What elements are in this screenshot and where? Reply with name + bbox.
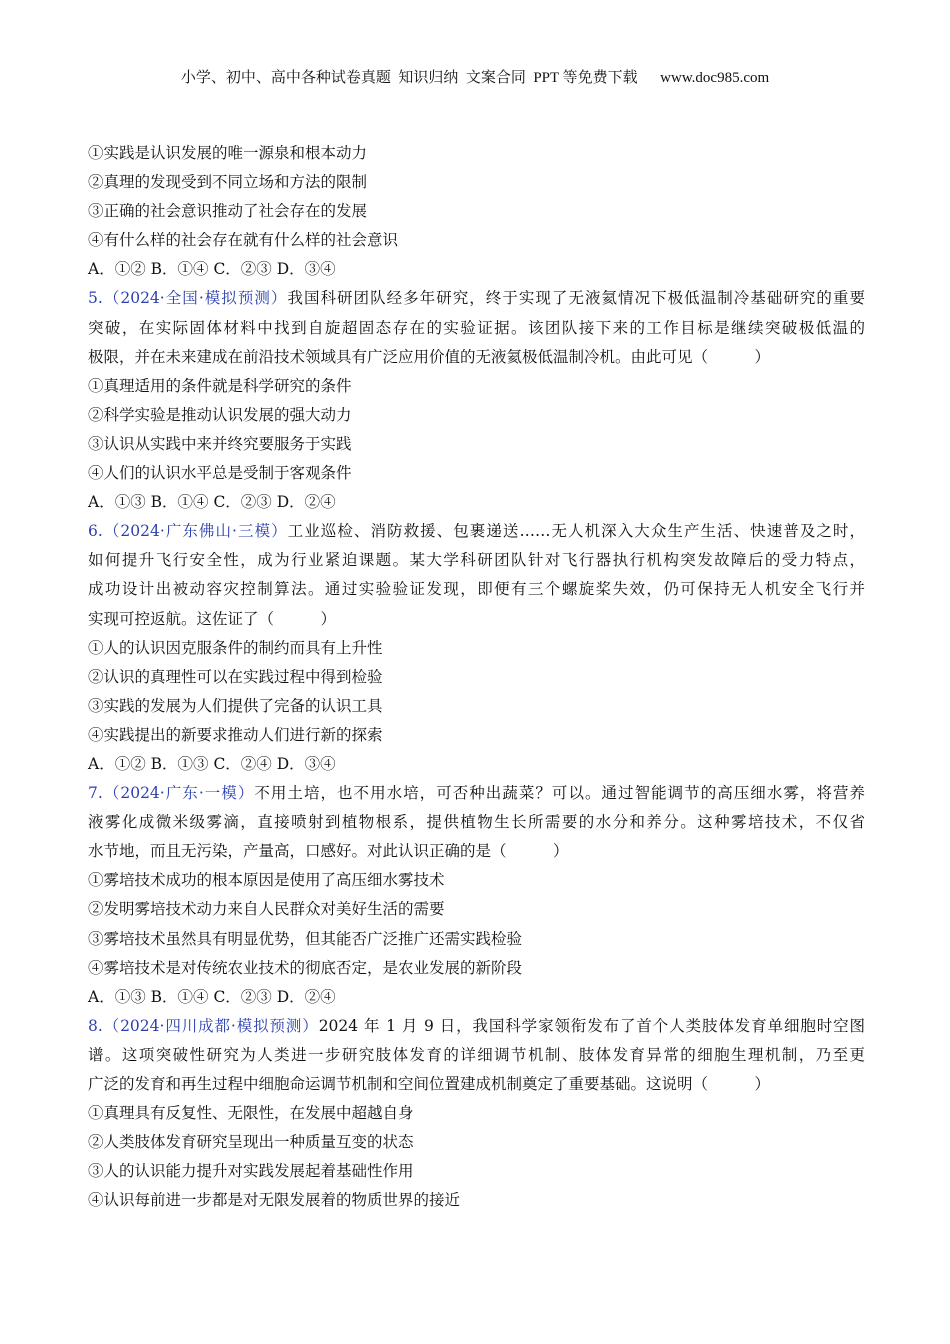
option: ③认识从实践中来并终究要服务于实践 [88, 434, 352, 453]
question-stem: 我国科研团队经多年研究，终于实现了无液氦情况下极低温制冷基础研究的重要 [287, 289, 865, 308]
option: ①人的认识因克服条件的制约而具有上升性 [88, 638, 383, 657]
question-source: 7.（2024·广东·一模） [88, 784, 255, 803]
page-header: 小学、初中、高中各种试卷真题 知识归纳 文案合同 PPT 等免费下载 www.doc985.com [180, 70, 770, 86]
option: ②真理的发现受到不同立场和方法的限制 [88, 173, 368, 192]
option: ④实践提出的新要求推动人们进行新的探索 [88, 725, 383, 744]
question-stem: 广泛的发育和再生过程中细胞命运调节机制和空间位置建成机制奠定了重要基础。这说明（ ） [88, 1075, 771, 1093]
option: ④雾培技术是对传统农业技术的彻底否定，是农业发展的新阶段 [88, 958, 523, 977]
question-stem: 极限，并在未来建成在前沿技术领域具有广泛应用价值的无液氦极低温制冷机。由此可见（ ） [88, 347, 771, 366]
option: ③人的认识能力提升对实践发展起着基础性作用 [88, 1162, 414, 1181]
answer-choices: A．①② B．①③ C．②④ D．③④ [88, 754, 336, 773]
option: ②认识的真理性可以在实践过程中得到检验 [88, 667, 383, 686]
question-stem: 成功设计出被动容灾控制算法。通过实验验证发现，即便有三个螺旋桨失效，仍可保持无人机安全飞行并 [88, 580, 865, 599]
question-stem: 液雾化成微米级雾滴，直接喷射到植物根系，提供植物生长所需要的水分和养分。这种雾培技术，不仅省 [88, 813, 865, 832]
option: ②人类肢体发育研究呈现出一种质量互变的状态 [88, 1133, 414, 1152]
option: ④人们的认识水平总是受制于客观条件 [88, 464, 352, 483]
answer-choices: A．①③ B．①④ C．②③ D．②④ [88, 987, 336, 1006]
question-stem: 实现可控返航。这佐证了（ ） [88, 609, 337, 628]
question-5 [88, 284, 865, 517]
answer-choices: A．①② B．①④ C．②③ D．③④ [88, 260, 336, 279]
question-source: 5.（2024·全国·模拟预测） [88, 289, 288, 308]
question-stem: 2024 年 1 月 9 日，我国科学家领衔发布了首个人类肢体发育单细胞时空图 [318, 1016, 865, 1035]
question-6 [88, 517, 865, 779]
option: ①实践是认识发展的唯一源泉和根本动力 [88, 144, 368, 162]
option: ③实践的发展为人们提供了完备的认识工具 [88, 696, 383, 715]
option: ②科学实验是推动认识发展的强大动力 [88, 405, 352, 424]
option: ①真理适用的条件就是科学研究的条件 [88, 376, 352, 395]
question-8 [88, 1012, 865, 1216]
question-source: 8.（2024·四川成都·模拟预测） [88, 1016, 319, 1035]
option: ③正确的社会意识推动了社会存在的发展 [88, 202, 368, 221]
question-stem: 突破，在实际固体材料中找到自旋超固态存在的实验证据。该团队接下来的工作目标是继续突破极低温的 [88, 318, 865, 337]
option: ④有什么样的社会存在就有什么样的社会意识 [88, 231, 399, 250]
question-stem: 水节地，而且无污染，产量高，口感好。对此认识正确的是（ ） [88, 842, 569, 861]
question-stem: 工业巡检、消防救援、包裹递送……无人机深入大众生产生活、快速普及之时， [287, 522, 865, 541]
option: ②发明雾培技术动力来自人民群众对美好生活的需要 [88, 900, 445, 919]
question-source: 6.（2024·广东佛山·三模） [88, 522, 288, 541]
question-stem: 不用土培，也不用水培，可否种出蔬菜？可以。通过智能调节的高压细水雾，将营养 [254, 784, 865, 803]
option: ①雾培技术成功的根本原因是使用了高压细水雾技术 [88, 871, 445, 890]
document-body [88, 139, 865, 1215]
option: ④认识每前进一步都是对无限发展着的物质世界的接近 [88, 1191, 461, 1210]
option: ①真理具有反复性、无限性，在发展中超越自身 [88, 1104, 414, 1123]
question-stem: 如何提升飞行安全性，成为行业紧迫课题。某大学科研团队针对飞行器执行机构突发故障后的受力特点， [88, 551, 865, 570]
answer-choices: A．①③ B．①④ C．②③ D．②④ [88, 493, 336, 512]
question-stem: 谱。这项突破性研究为人类进一步研究肢体发育的详细调节机制、肢体发育异常的细胞生理机制，乃至更 [88, 1045, 865, 1064]
question-4-tail [88, 139, 865, 284]
option: ③雾培技术虽然具有明显优势，但其能否广泛推广还需实践检验 [88, 929, 523, 948]
question-7 [88, 779, 865, 1012]
